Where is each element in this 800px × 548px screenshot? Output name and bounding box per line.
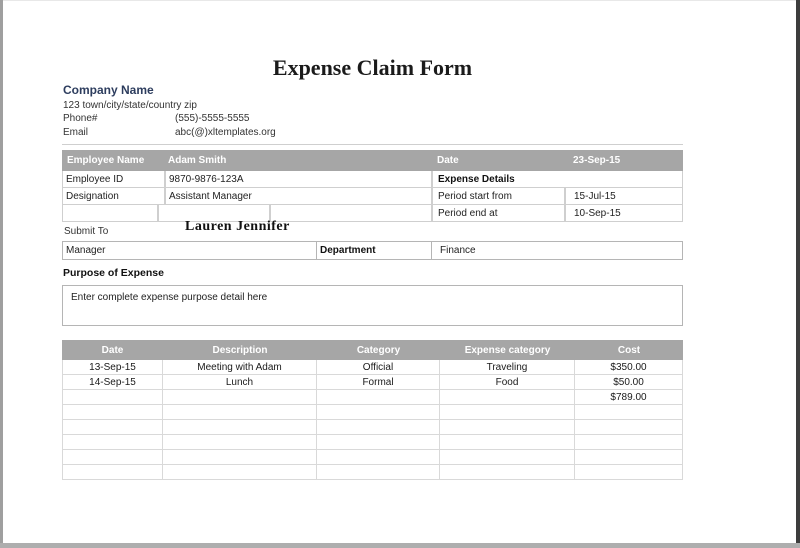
empty-cell[interactable] <box>163 420 317 435</box>
cell-expense-category[interactable]: Traveling <box>440 360 575 375</box>
empty-cell[interactable] <box>440 450 575 465</box>
purpose-input-box[interactable]: Enter complete expense purpose detail here <box>62 285 683 326</box>
employee-header-row <box>62 150 683 171</box>
divider-line <box>62 144 683 145</box>
expense-details-label: Expense Details <box>432 171 683 188</box>
empty-table-row <box>62 450 683 465</box>
empty-cell[interactable] <box>317 405 440 420</box>
empty-cell[interactable] <box>575 435 683 450</box>
period-start-label: Period start from <box>432 188 565 205</box>
date-value[interactable]: 23-Sep-15 <box>573 155 621 166</box>
empty-cell[interactable] <box>163 405 317 420</box>
phone-label: Phone# <box>63 113 98 124</box>
cell-description[interactable] <box>163 390 317 405</box>
date-label: Date <box>437 155 459 166</box>
empty-table-row <box>62 435 683 450</box>
page-right-edge <box>796 0 800 548</box>
cell-date[interactable] <box>62 390 163 405</box>
purpose-of-expense-label: Purpose of Expense <box>63 267 164 279</box>
designation-row <box>62 188 683 205</box>
page-top-edge <box>0 0 800 1</box>
empty-cell[interactable] <box>62 435 163 450</box>
cell-category[interactable]: Formal <box>317 375 440 390</box>
department-label: Department <box>317 241 432 260</box>
employee-name-label: Employee Name <box>67 155 145 166</box>
employee-id-row <box>62 171 683 188</box>
manager-value[interactable]: Manager <box>62 241 317 260</box>
cell-category[interactable]: Official <box>317 360 440 375</box>
cell-date[interactable]: 13-Sep-15 <box>62 360 163 375</box>
cell-category[interactable] <box>317 390 440 405</box>
cell-expense-category[interactable]: Food <box>440 375 575 390</box>
email-label: Email <box>63 127 89 138</box>
column-header-cost: Cost <box>617 344 641 356</box>
form-title: Expense Claim Form <box>272 55 473 80</box>
empty-table-row <box>62 420 683 435</box>
page-bottom-edge <box>0 543 800 548</box>
submit-to-name[interactable]: Lauren Jennifer <box>185 219 290 234</box>
designation-label: Designation <box>62 188 165 205</box>
employee-info-table <box>62 150 683 222</box>
period-end-label: Period end at <box>432 205 565 222</box>
empty-cell[interactable] <box>62 420 163 435</box>
table-row <box>62 360 683 375</box>
empty-cell[interactable] <box>62 405 163 420</box>
cell-expense-category[interactable] <box>440 390 575 405</box>
empty-cell[interactable] <box>62 465 163 480</box>
email-value[interactable]: abc(@)xltemplates.org <box>175 127 276 138</box>
empty-rows-container <box>62 405 683 480</box>
cell-description[interactable]: Lunch <box>163 375 317 390</box>
expense-table-header <box>62 340 683 360</box>
empty-table-row <box>62 405 683 420</box>
empty-cell[interactable] <box>440 420 575 435</box>
employee-name-value[interactable]: Adam Smith <box>168 155 227 166</box>
email-row <box>63 127 463 138</box>
column-header-category: Category <box>356 344 401 356</box>
empty-cell[interactable] <box>163 465 317 480</box>
designation-value[interactable]: Assistant Manager <box>165 188 432 205</box>
empty-cell[interactable] <box>62 450 163 465</box>
submit-to-label: Submit To <box>64 226 109 237</box>
cell-total-cost[interactable]: $789.00 <box>575 390 683 405</box>
empty-cell[interactable] <box>317 450 440 465</box>
employee-id-value[interactable]: 9870-9876-123A <box>165 171 432 188</box>
manager-row <box>62 241 683 260</box>
table-row <box>62 375 683 390</box>
empty-cell[interactable] <box>62 205 158 222</box>
department-value[interactable]: Finance <box>432 241 683 260</box>
empty-cell[interactable] <box>575 465 683 480</box>
empty-cell[interactable] <box>440 435 575 450</box>
empty-table-row <box>62 465 683 480</box>
company-address: 123 town/city/state/country zip <box>63 100 197 111</box>
total-row <box>62 390 683 405</box>
period-start-value[interactable]: 15-Jul-15 <box>565 188 683 205</box>
empty-cell[interactable] <box>163 450 317 465</box>
empty-cell[interactable] <box>317 465 440 480</box>
empty-cell[interactable] <box>317 420 440 435</box>
page-left-edge <box>0 0 3 548</box>
employee-id-label: Employee ID <box>62 171 165 188</box>
empty-cell[interactable] <box>440 465 575 480</box>
period-end-row <box>62 205 683 222</box>
cell-cost[interactable]: $350.00 <box>575 360 683 375</box>
phone-row <box>63 113 463 124</box>
cell-cost[interactable]: $50.00 <box>575 375 683 390</box>
empty-cell[interactable] <box>575 420 683 435</box>
empty-cell[interactable] <box>317 435 440 450</box>
empty-cell[interactable] <box>575 450 683 465</box>
empty-cell[interactable] <box>163 435 317 450</box>
cell-description[interactable]: Meeting with Adam <box>163 360 317 375</box>
column-header-description: Description <box>212 344 268 356</box>
company-name: Company Name <box>63 83 154 97</box>
empty-cell[interactable] <box>440 405 575 420</box>
empty-cell[interactable] <box>575 405 683 420</box>
period-end-value[interactable]: 10-Sep-15 <box>565 205 683 222</box>
expense-table <box>62 340 683 480</box>
phone-value[interactable]: (555)-5555-5555 <box>175 113 250 124</box>
cell-date[interactable]: 14-Sep-15 <box>62 375 163 390</box>
empty-cell[interactable] <box>270 205 432 222</box>
column-header-expense-category: Expense category <box>464 344 551 356</box>
column-header-date: Date <box>101 344 124 356</box>
